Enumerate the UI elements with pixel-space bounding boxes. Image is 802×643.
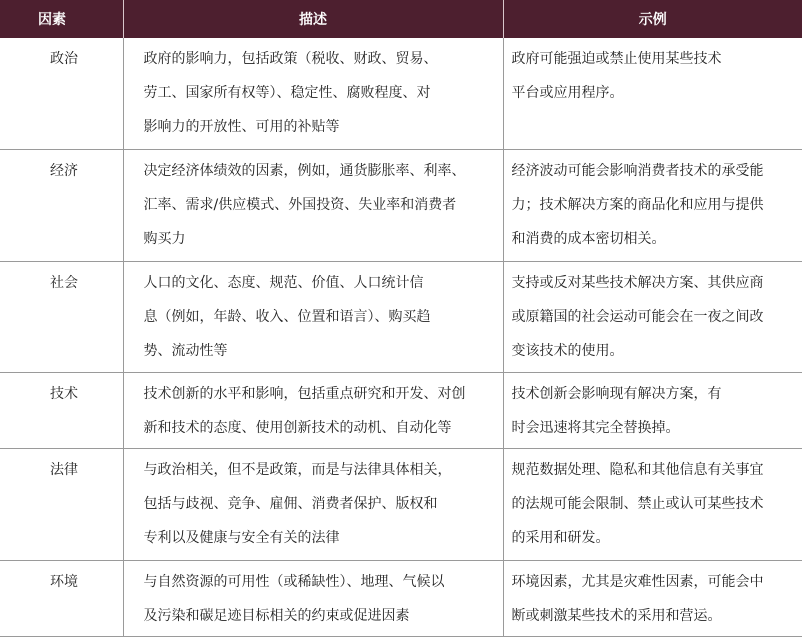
description-line: 包括与歧视、竞争、雇佣、消费者保护、版权和 — [143, 496, 438, 512]
example-cell — [503, 150, 802, 262]
factor-cell: 政治 — [0, 38, 123, 150]
table-row — [0, 38, 802, 150]
table-row — [0, 150, 802, 262]
description-line: 政府的影响力，包括政策（税收、财政、贸易、 — [143, 51, 438, 67]
header-example: 示例 — [503, 0, 802, 38]
description-cell — [123, 373, 503, 449]
description-line: 新和技术的态度、使用创新技术的动机、自动化等 — [143, 420, 452, 436]
example-line: 经济波动可能会影响消费者技术的承受能 — [511, 163, 764, 179]
description-line: 势、流动性等 — [143, 343, 228, 359]
description-line: 劳工、国家所有权等）、稳定性、腐败程度、对 — [143, 85, 431, 101]
example-line: 规范数据处理、隐私和其他信息有关事宜 — [511, 462, 764, 478]
example-cell — [503, 373, 802, 449]
example-cell — [503, 561, 802, 637]
example-cell — [503, 262, 802, 373]
factor-cell: 法律 — [0, 449, 123, 561]
factor-cell: 环境 — [0, 561, 123, 637]
description-line: 决定经济体绩效的因素，例如，通货膨胀率、利率、 — [143, 163, 466, 179]
description-line: 及污染和碳足迹目标相关的约束或促进因素 — [143, 608, 410, 624]
example-line: 平台或应用程序。 — [511, 85, 624, 101]
table-row — [0, 561, 802, 637]
description-line: 影响力的开放性、可用的补贴等 — [143, 119, 340, 135]
table-header-row — [0, 0, 802, 38]
table-row — [0, 373, 802, 449]
factor-cell: 技术 — [0, 373, 123, 449]
example-line: 环境因素，尤其是灾难性因素，可能会中 — [511, 574, 764, 590]
description-line: 息（例如，年龄、收入、位置和语言）、购买趋 — [143, 309, 431, 325]
example-line: 的法规可能会限制、禁止或认可某些技术 — [511, 496, 764, 512]
table-row — [0, 449, 802, 561]
factor-cell: 经济 — [0, 150, 123, 262]
description-cell — [123, 449, 503, 561]
description-cell — [123, 561, 503, 637]
description-line: 与自然资源的可用性（或稀缺性）、地理、气候以 — [143, 574, 445, 590]
header-factor: 因素 — [0, 0, 123, 38]
table-row — [0, 262, 802, 373]
example-line: 的采用和研发。 — [511, 530, 610, 546]
description-cell — [123, 262, 503, 373]
description-cell — [123, 38, 503, 150]
example-line: 技术创新会影响现有解决方案，有 — [511, 386, 722, 402]
description-line: 人口的文化、态度、规范、价值、人口统计信 — [143, 275, 424, 291]
example-cell — [503, 449, 802, 561]
description-line: 与政治相关，但不是政策，而是与法律具体相关， — [143, 462, 452, 478]
description-line: 技术创新的水平和影响，包括重点研究和开发、对创 — [143, 386, 466, 402]
example-line: 支持或反对某些技术解决方案、其供应商 — [511, 275, 764, 291]
description-line: 专利以及健康与安全有关的法律 — [143, 530, 340, 546]
description-cell — [123, 150, 503, 262]
example-line: 断或刺激某些技术的采用和营运。 — [511, 608, 722, 624]
example-line: 政府可能强迫或禁止使用某些技术 — [511, 51, 722, 67]
header-description: 描述 — [123, 0, 503, 38]
description-line: 汇率、需求/供应模式、外国投资、失业率和消费者 — [143, 197, 457, 213]
example-line: 或原籍国的社会运动可能会在一夜之间改 — [511, 309, 764, 325]
example-cell — [503, 38, 802, 150]
example-line: 力；技术解决方案的商品化和应用与提供 — [511, 197, 764, 213]
example-line: 变该技术的使用。 — [511, 343, 624, 359]
example-line: 时会迅速将其完全替换掉。 — [511, 420, 680, 436]
factor-cell: 社会 — [0, 262, 123, 373]
example-line: 和消费的成本密切相关。 — [511, 231, 666, 247]
description-line: 购买力 — [143, 231, 186, 247]
